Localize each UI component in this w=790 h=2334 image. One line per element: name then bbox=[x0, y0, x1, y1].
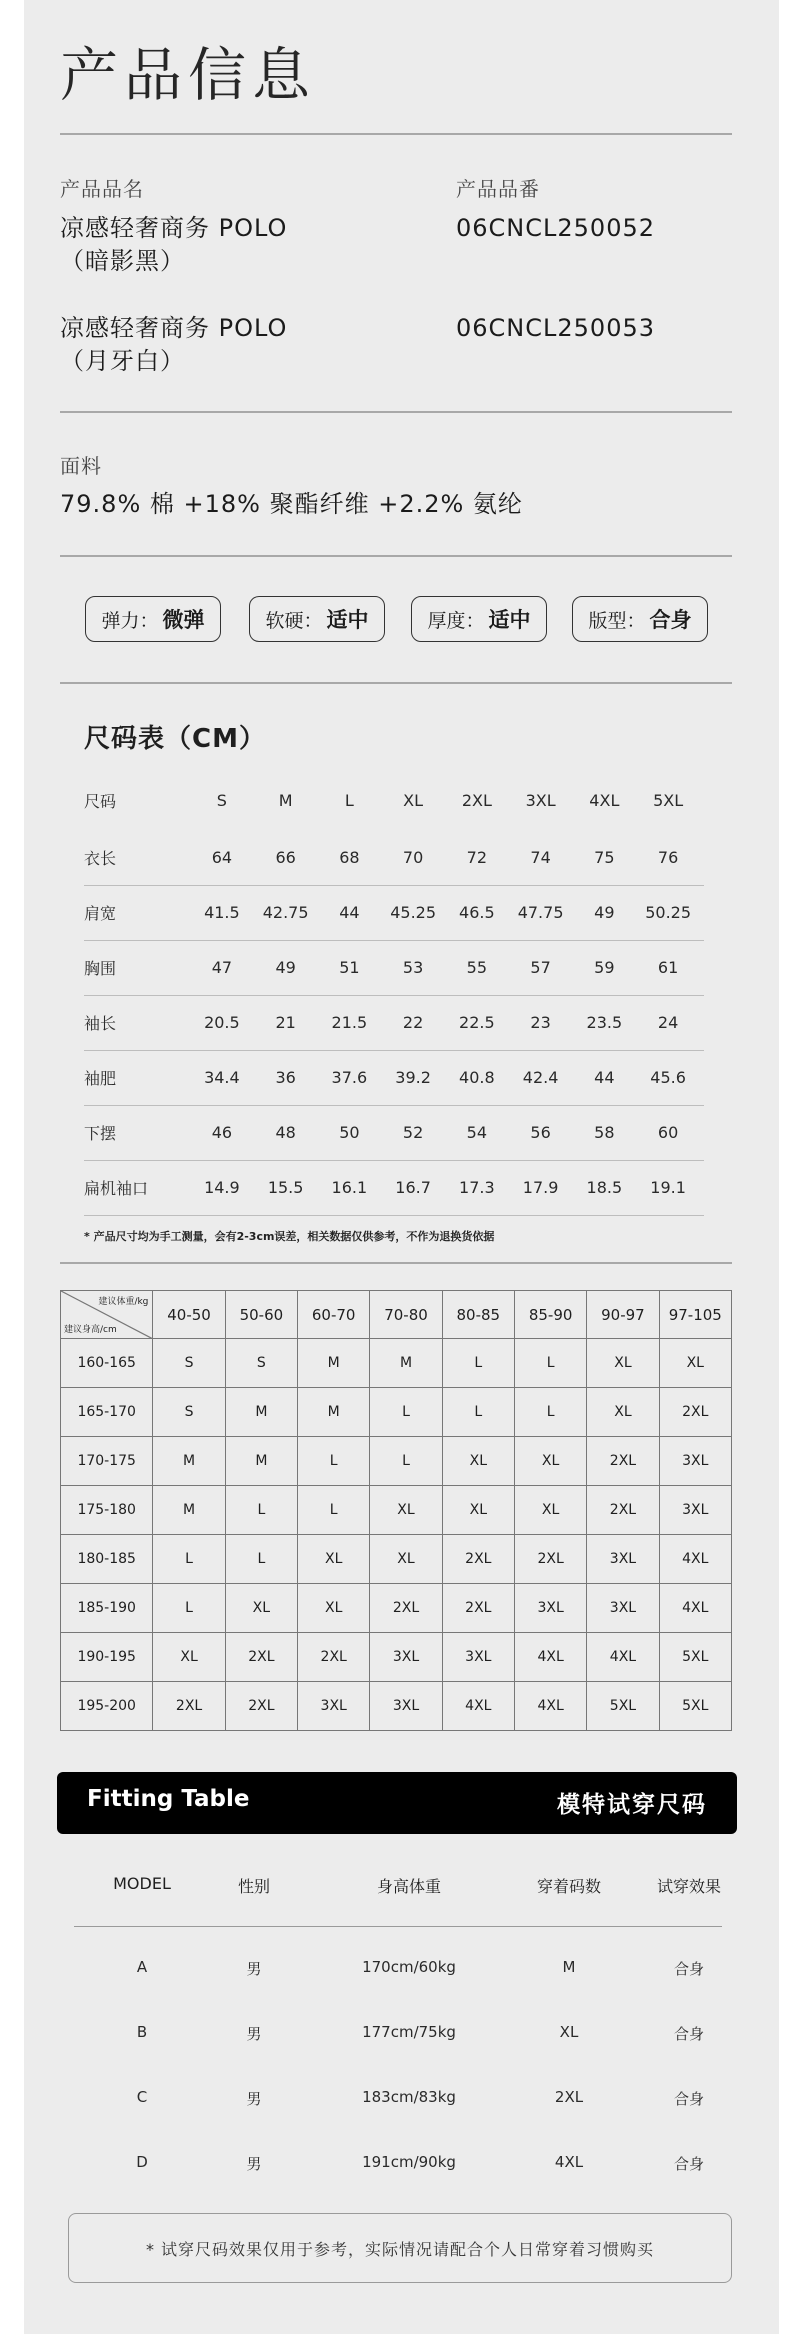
table-cell: 50 bbox=[321, 1105, 377, 1160]
attribute-value: 微弹 bbox=[162, 608, 205, 632]
table-cell: XL bbox=[370, 1535, 442, 1584]
fitting-cell: C bbox=[136, 2088, 148, 2106]
table-cell: 15.5 bbox=[250, 1160, 322, 1215]
divider bbox=[60, 133, 732, 135]
table-cell: 49 bbox=[576, 885, 632, 940]
corner-weight-label: 建议体重/kg bbox=[98, 1297, 149, 1307]
table-cell: 68 bbox=[321, 830, 377, 885]
table-cell: 44 bbox=[576, 1050, 632, 1105]
table-cell: 2XL bbox=[587, 1486, 659, 1535]
table-cell: 22 bbox=[377, 995, 449, 1050]
table-cell: 60 bbox=[632, 1105, 704, 1160]
table-cell: L bbox=[298, 1486, 370, 1535]
weight-header: 50-60 bbox=[225, 1291, 297, 1339]
table-cell: 4XL bbox=[659, 1535, 731, 1584]
fitting-cell: 2XL bbox=[554, 2088, 584, 2106]
table-cell: XL bbox=[225, 1584, 297, 1633]
table-row bbox=[61, 1633, 732, 1682]
divider bbox=[74, 1926, 722, 1927]
table-cell: 2XL bbox=[587, 1437, 659, 1486]
height-header: 180-185 bbox=[61, 1535, 153, 1584]
table-cell: M bbox=[225, 1388, 297, 1437]
table-cell: 41.5 bbox=[194, 885, 250, 940]
divider bbox=[60, 411, 732, 413]
fabric-value: 79.8% 棉 +18% 聚酯纤维 +2.2% 氨纶 bbox=[60, 490, 523, 518]
size-chart-table bbox=[84, 770, 704, 1216]
fitting-cell: D bbox=[136, 2153, 148, 2171]
table-cell: XL bbox=[587, 1339, 659, 1388]
corner-cell bbox=[61, 1291, 153, 1339]
table-cell: 5XL bbox=[659, 1633, 731, 1682]
table-cell: 19.1 bbox=[632, 1160, 704, 1215]
weight-header: 40-50 bbox=[153, 1291, 225, 1339]
table-cell: 4XL bbox=[514, 1682, 586, 1731]
attribute-thickness bbox=[411, 596, 547, 642]
table-cell: M bbox=[153, 1486, 225, 1535]
fitting-cell: 男 bbox=[246, 2155, 262, 2173]
table-cell: M bbox=[225, 1437, 297, 1486]
fitting-cell: 183cm/83kg bbox=[362, 2088, 456, 2106]
table-cell: 5XL bbox=[587, 1682, 659, 1731]
row-label: 扁机袖口 bbox=[84, 1160, 194, 1215]
weight-header: 60-70 bbox=[298, 1291, 370, 1339]
product-code-2: 06CNCL250053 bbox=[456, 314, 655, 342]
attribute-elasticity bbox=[85, 596, 221, 642]
product-name-1-line2: （暗影黑） bbox=[60, 247, 185, 275]
table-cell: 17.3 bbox=[449, 1160, 505, 1215]
table-cell: L bbox=[153, 1535, 225, 1584]
attribute-label: 版型： bbox=[588, 609, 646, 632]
fitting-header: MODEL bbox=[113, 1874, 171, 1893]
product-name-label: 产品品名 bbox=[60, 177, 144, 201]
table-cell: 42.4 bbox=[505, 1050, 577, 1105]
fitting-cell: 男 bbox=[246, 2090, 262, 2108]
table-cell: XL bbox=[370, 1486, 442, 1535]
table-cell: L bbox=[225, 1486, 297, 1535]
table-cell: 2XL bbox=[514, 1535, 586, 1584]
table-cell: 48 bbox=[250, 1105, 322, 1160]
row-label: 胸围 bbox=[84, 940, 194, 995]
table-cell: 50.25 bbox=[632, 885, 704, 940]
attribute-value: 适中 bbox=[488, 608, 531, 632]
divider bbox=[60, 555, 732, 557]
table-row bbox=[61, 1535, 732, 1584]
table-cell: 2XL bbox=[442, 1535, 514, 1584]
recommendation-header-row bbox=[61, 1291, 732, 1339]
table-cell: XL bbox=[514, 1486, 586, 1535]
fitting-title-cn: 模特试穿尺码 bbox=[557, 1792, 707, 1818]
header-cell: 4XL bbox=[589, 790, 620, 810]
table-cell: L bbox=[370, 1388, 442, 1437]
height-header: 175-180 bbox=[61, 1486, 153, 1535]
table-cell: 46 bbox=[194, 1105, 250, 1160]
table-row bbox=[84, 1105, 704, 1160]
weight-header: 97-105 bbox=[659, 1291, 731, 1339]
product-name-1 bbox=[60, 212, 287, 278]
height-header: 165-170 bbox=[61, 1388, 153, 1437]
table-cell: 21 bbox=[250, 995, 322, 1050]
header-cell: M bbox=[278, 790, 293, 810]
header-cell: S bbox=[216, 790, 227, 810]
table-cell: 36 bbox=[250, 1050, 322, 1105]
size-chart-title: 尺码表（CM） bbox=[84, 724, 266, 754]
table-cell: 42.75 bbox=[250, 885, 322, 940]
table-cell: 3XL bbox=[442, 1633, 514, 1682]
row-label: 袖长 bbox=[84, 995, 194, 1050]
header-cell: 3XL bbox=[525, 790, 556, 810]
table-row bbox=[84, 1050, 704, 1105]
fabric-label: 面料 bbox=[60, 454, 102, 478]
height-header: 190-195 bbox=[61, 1633, 153, 1682]
table-cell: 4XL bbox=[442, 1682, 514, 1731]
table-cell: 4XL bbox=[659, 1584, 731, 1633]
table-cell: 3XL bbox=[370, 1682, 442, 1731]
table-cell: L bbox=[153, 1584, 225, 1633]
table-cell: 4XL bbox=[587, 1633, 659, 1682]
table-cell: 49 bbox=[250, 940, 322, 995]
table-cell: L bbox=[442, 1388, 514, 1437]
corner-height-label: 建议身高/cm bbox=[64, 1325, 117, 1335]
table-cell: 75 bbox=[576, 830, 632, 885]
table-cell: 2XL bbox=[442, 1584, 514, 1633]
header-cell: 尺码 bbox=[84, 791, 117, 811]
table-cell: 2XL bbox=[298, 1633, 370, 1682]
table-row bbox=[61, 1437, 732, 1486]
fitting-header: 身高体重 bbox=[376, 1877, 441, 1896]
fitting-cell: 男 bbox=[246, 2025, 262, 2043]
table-cell: 3XL bbox=[587, 1584, 659, 1633]
table-cell: 39.2 bbox=[377, 1050, 449, 1105]
table-cell: 2XL bbox=[225, 1633, 297, 1682]
size-recommendation-table bbox=[60, 1290, 732, 1731]
attribute-label: 厚度： bbox=[427, 609, 485, 632]
table-cell: 76 bbox=[632, 830, 704, 885]
table-cell: 2XL bbox=[153, 1682, 225, 1731]
page-title: 产品信息 bbox=[60, 41, 317, 109]
fitting-title-en: Fitting Table bbox=[87, 1786, 250, 1812]
header-cell: 2XL bbox=[461, 790, 492, 810]
table-cell: 47 bbox=[194, 940, 250, 995]
fitting-cell: 4XL bbox=[554, 2153, 584, 2171]
table-row bbox=[61, 1486, 732, 1535]
height-header: 170-175 bbox=[61, 1437, 153, 1486]
table-cell: M bbox=[153, 1437, 225, 1486]
size-chart-header-row bbox=[84, 770, 704, 830]
row-label: 衣长 bbox=[84, 830, 194, 885]
table-cell: L bbox=[514, 1388, 586, 1437]
table-cell: 23 bbox=[505, 995, 577, 1050]
table-cell: 55 bbox=[449, 940, 505, 995]
fitting-header: 试穿效果 bbox=[656, 1877, 721, 1896]
fitting-header: 性别 bbox=[237, 1877, 270, 1896]
table-cell: 40.8 bbox=[449, 1050, 505, 1105]
table-cell: L bbox=[225, 1535, 297, 1584]
table-cell: 54 bbox=[449, 1105, 505, 1160]
table-cell: 59 bbox=[576, 940, 632, 995]
table-cell: 24 bbox=[632, 995, 704, 1050]
table-cell: 34.4 bbox=[194, 1050, 250, 1105]
weight-header: 90-97 bbox=[587, 1291, 659, 1339]
table-row bbox=[84, 1160, 704, 1215]
fitting-cell: A bbox=[136, 1958, 148, 1976]
product-name-1-line1: 凉感轻奢商务 POLO bbox=[60, 214, 288, 242]
table-cell: 47.75 bbox=[505, 885, 577, 940]
height-header: 160-165 bbox=[61, 1339, 153, 1388]
fitting-cell: 177cm/75kg bbox=[362, 2023, 456, 2041]
table-cell: 18.5 bbox=[576, 1160, 632, 1215]
row-label: 下摆 bbox=[84, 1105, 194, 1160]
table-cell: S bbox=[225, 1339, 297, 1388]
table-cell: 64 bbox=[194, 830, 250, 885]
table-cell: 14.9 bbox=[194, 1160, 250, 1215]
table-cell: XL bbox=[659, 1339, 731, 1388]
table-cell: 45.6 bbox=[632, 1050, 704, 1105]
table-cell: 45.25 bbox=[377, 885, 449, 940]
table-cell: 57 bbox=[505, 940, 577, 995]
fitting-table-banner bbox=[57, 1772, 737, 1834]
product-name-2-line1: 凉感轻奢商务 POLO bbox=[60, 314, 288, 342]
table-cell: L bbox=[442, 1339, 514, 1388]
table-cell: 46.5 bbox=[449, 885, 505, 940]
table-row bbox=[61, 1388, 732, 1437]
fitting-cell: M bbox=[562, 1958, 576, 1976]
attribute-value: 合身 bbox=[649, 608, 692, 632]
table-cell: 5XL bbox=[659, 1682, 731, 1731]
table-row bbox=[84, 830, 704, 885]
table-cell: XL bbox=[514, 1437, 586, 1486]
table-cell: XL bbox=[153, 1633, 225, 1682]
attribute-fit bbox=[572, 596, 708, 642]
table-row bbox=[61, 1339, 732, 1388]
table-cell: L bbox=[298, 1437, 370, 1486]
table-cell: S bbox=[153, 1388, 225, 1437]
product-code-1: 06CNCL250052 bbox=[456, 214, 655, 242]
weight-header: 85-90 bbox=[514, 1291, 586, 1339]
header-cell: XL bbox=[403, 790, 424, 810]
table-cell: 4XL bbox=[514, 1633, 586, 1682]
divider bbox=[60, 682, 732, 684]
table-row bbox=[84, 885, 704, 940]
fitting-header: 穿着码数 bbox=[536, 1877, 601, 1896]
table-cell: 2XL bbox=[370, 1584, 442, 1633]
table-cell: 61 bbox=[632, 940, 704, 995]
table-cell: XL bbox=[298, 1584, 370, 1633]
table-cell: M bbox=[298, 1388, 370, 1437]
attribute-softness bbox=[249, 596, 385, 642]
table-cell: 16.1 bbox=[321, 1160, 377, 1215]
table-row bbox=[61, 1682, 732, 1731]
table-cell: 3XL bbox=[298, 1682, 370, 1731]
table-cell: XL bbox=[587, 1388, 659, 1437]
table-row bbox=[84, 940, 704, 995]
table-cell: 70 bbox=[377, 830, 449, 885]
table-cell: 66 bbox=[250, 830, 322, 885]
table-cell: 3XL bbox=[370, 1633, 442, 1682]
table-cell: 16.7 bbox=[377, 1160, 449, 1215]
weight-header: 70-80 bbox=[370, 1291, 442, 1339]
table-cell: M bbox=[370, 1339, 442, 1388]
table-row bbox=[61, 1584, 732, 1633]
table-cell: L bbox=[514, 1339, 586, 1388]
fitting-cell: 合身 bbox=[673, 2025, 704, 2043]
table-row bbox=[84, 995, 704, 1050]
height-header: 185-190 bbox=[61, 1584, 153, 1633]
row-label: 肩宽 bbox=[84, 885, 194, 940]
fitting-cell: 170cm/60kg bbox=[362, 1958, 456, 1976]
table-cell: 72 bbox=[449, 830, 505, 885]
fitting-cell: 合身 bbox=[673, 1960, 704, 1978]
table-cell: 52 bbox=[377, 1105, 449, 1160]
table-cell: 3XL bbox=[659, 1486, 731, 1535]
table-cell: 21.5 bbox=[321, 995, 377, 1050]
product-name-2-line2: （月牙白） bbox=[60, 347, 185, 375]
table-cell: 37.6 bbox=[321, 1050, 377, 1105]
fitting-note: * 试穿尺码效果仅用于参考，实际情况请配合个人日常穿着习惯购买 bbox=[68, 2213, 732, 2283]
table-cell: 74 bbox=[505, 830, 577, 885]
attribute-value: 适中 bbox=[326, 608, 369, 632]
height-header: 195-200 bbox=[61, 1682, 153, 1731]
fitting-cell: 合身 bbox=[673, 2090, 704, 2108]
fitting-cell: B bbox=[136, 2023, 148, 2041]
divider bbox=[60, 1262, 732, 1264]
row-label: 袖肥 bbox=[84, 1050, 194, 1105]
weight-header: 80-85 bbox=[442, 1291, 514, 1339]
table-cell: 3XL bbox=[587, 1535, 659, 1584]
product-info-page bbox=[24, 0, 779, 2334]
header-cell: 5XL bbox=[653, 790, 684, 810]
table-cell: 22.5 bbox=[449, 995, 505, 1050]
attribute-label: 弹力： bbox=[101, 609, 159, 632]
header-cell: L bbox=[344, 790, 354, 810]
table-cell: L bbox=[370, 1437, 442, 1486]
attribute-label: 软硬： bbox=[265, 609, 323, 632]
size-chart-note: * 产品尺寸均为手工测量，会有2-3cm误差，相关数据仅供参考，不作为退换货依据 bbox=[84, 1230, 495, 1243]
table-cell: 56 bbox=[505, 1105, 577, 1160]
table-cell: 2XL bbox=[659, 1388, 731, 1437]
table-cell: 3XL bbox=[514, 1584, 586, 1633]
product-name-2 bbox=[60, 312, 287, 378]
table-cell: 23.5 bbox=[576, 995, 632, 1050]
table-cell: 51 bbox=[321, 940, 377, 995]
fitting-cell: 男 bbox=[246, 1960, 262, 1978]
table-cell: XL bbox=[298, 1535, 370, 1584]
table-cell: M bbox=[298, 1339, 370, 1388]
table-cell: 17.9 bbox=[505, 1160, 577, 1215]
table-cell: XL bbox=[442, 1437, 514, 1486]
table-cell: S bbox=[153, 1339, 225, 1388]
table-cell: 44 bbox=[321, 885, 377, 940]
table-cell: 20.5 bbox=[194, 995, 250, 1050]
fitting-cell: 合身 bbox=[673, 2155, 704, 2173]
table-cell: 58 bbox=[576, 1105, 632, 1160]
table-cell: XL bbox=[442, 1486, 514, 1535]
product-code-label: 产品品番 bbox=[456, 177, 540, 201]
fitting-cell: XL bbox=[559, 2023, 579, 2041]
table-cell: 2XL bbox=[225, 1682, 297, 1731]
fitting-cell: 191cm/90kg bbox=[362, 2153, 456, 2171]
table-cell: 3XL bbox=[659, 1437, 731, 1486]
table-cell: 53 bbox=[377, 940, 449, 995]
